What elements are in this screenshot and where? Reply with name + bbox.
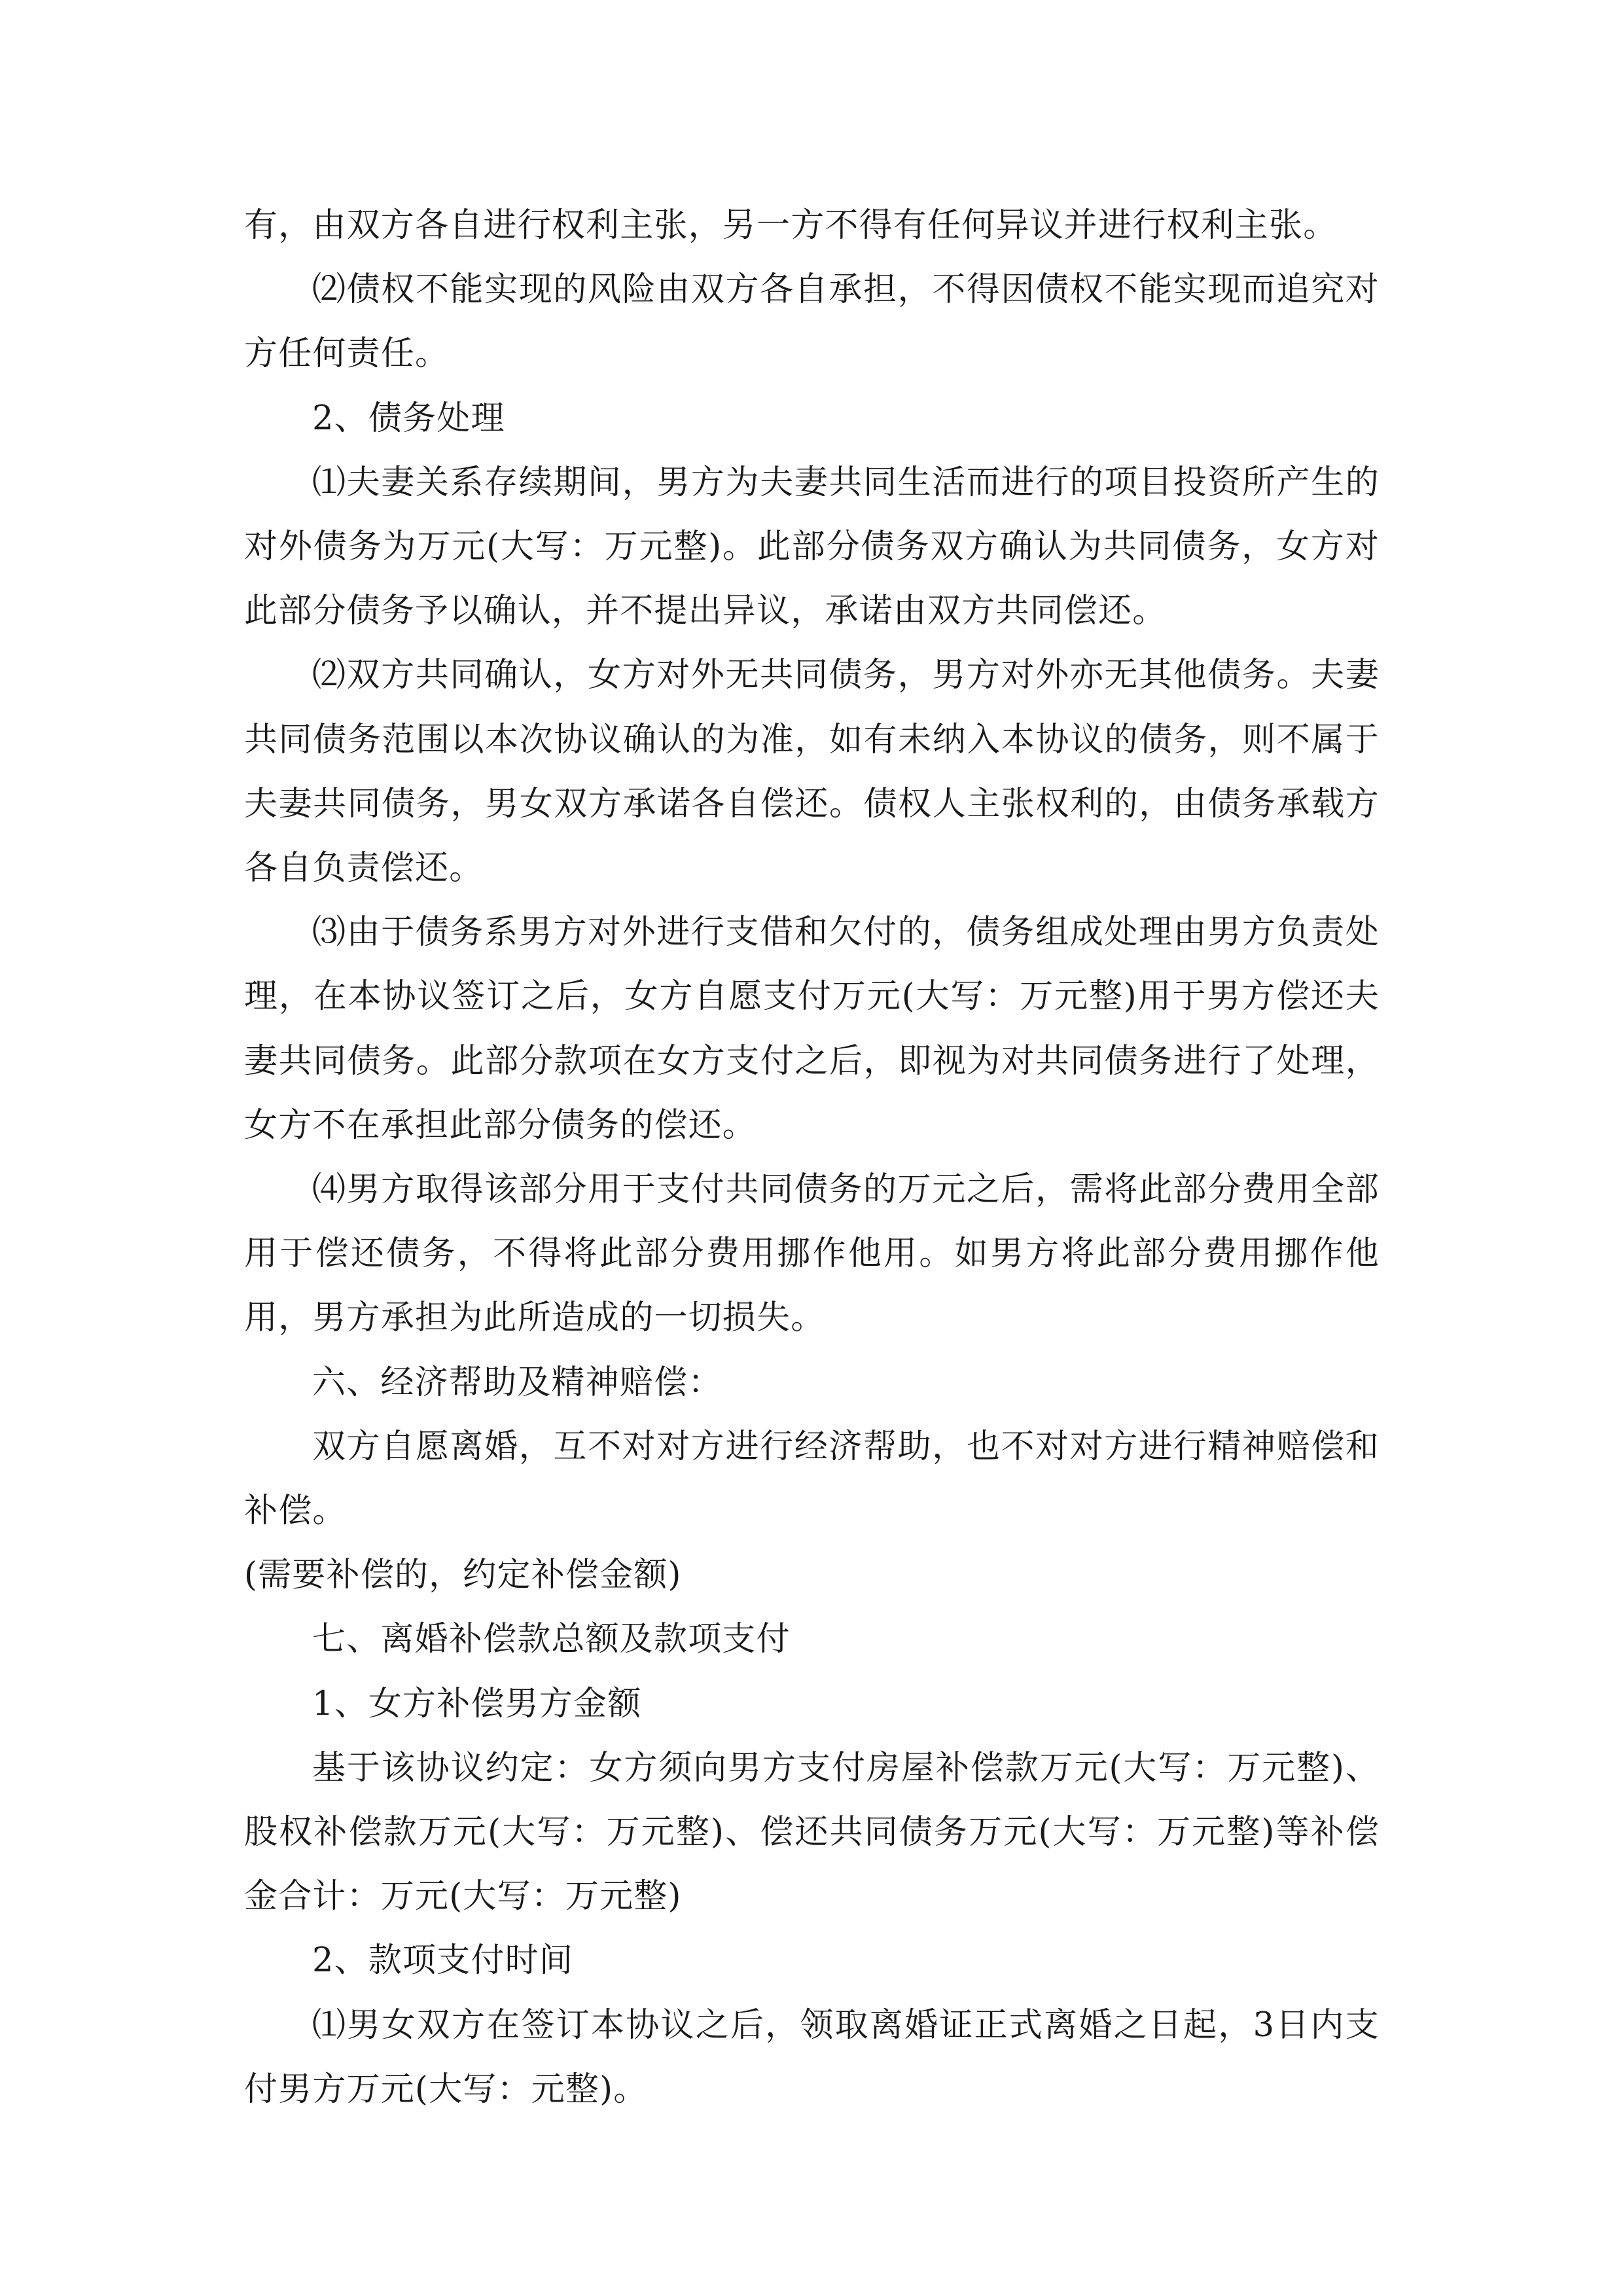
paragraph-compensation-details: 基于该协议约定：女方须向男方支付房屋补偿款万元(大写：万元整)、股权补偿款万元(大写：万元整)、偿还共同债务万元(大写：万元整)等补偿金合计：万元(大写：万元整) [244, 1748, 1380, 1916]
paragraph-debt-processing: ⑶由于债务系男方对外进行支借和欠付的，债务组成处理由男方负责处理，在本协议签订之后，女方自愿支付万元(大写：万元整)用于男方偿还夫妻共同债务。此部分款项在女方支付之后，即视为对共同债务进行了处理，女方不在承担此部分债务的偿还。 [244, 913, 1380, 1145]
paragraph-credit-risk: ⑵债权不能实现的风险由双方各自承担，不得因债权不能实现而追究对方任何责任。 [244, 270, 1380, 374]
paragraph-joint-confirmation: ⑵双方共同确认，女方对外无共同债务，男方对外亦无其他债务。夫妻共同债务范围以本次协议确认的为准，如有未纳入本协议的债务，则不属于夫妻共同债务，男女双方承诺各自偿还。债权人主张权利的，由债务承载方各自负责偿还。 [244, 656, 1380, 888]
heading-female-compensation: 1、女方补偿男方金额 [312, 1684, 642, 1723]
paragraph-external-debt: ⑴夫妻关系存续期间，男方为夫妻共同生活而进行的项目投资所产生的对外债务为万元(大写：万元整)。此部分债务双方确认为共同债务，女方对此部分债务予以确认，并不提出异议，承诺由双方共同偿还。 [244, 463, 1380, 631]
heading-compensation-total: 七、离婚补偿款总额及款项支付 [312, 1620, 791, 1659]
paragraph-payment-schedule: ⑴男女双方在签订本协议之后，领取离婚证正式离婚之日起，3日内支付男方万元(大写：元整)。 [244, 2005, 1380, 2109]
paragraph-debt-payment-use: ⑷男方取得该部分用于支付共同债务的万元之后，需将此部分费用全部用于偿还债务，不得将此部分费用挪作他用。如男方将此部分费用挪作他用，男方承担为此所造成的一切损失。 [244, 1170, 1380, 1338]
heading-debt-handling: 2、债务处理 [312, 399, 505, 438]
paragraph-compensation-note: (需要补偿的，约定补偿金额) [244, 1556, 682, 1595]
heading-payment-time: 2、款项支付时间 [312, 1941, 574, 1981]
paragraph-no-compensation: 双方自愿离婚，互不对对方进行经济帮助，也不对对方进行精神赔偿和补偿。 [244, 1427, 1380, 1531]
paragraph-claim-rights: 有，由双方各自进行权利主张，另一方不得有任何异议并进行权利主张。 [244, 206, 1338, 245]
document-body [244, 194, 1380, 2122]
heading-economic-assistance: 六、经济帮助及精神赔偿： [312, 1363, 722, 1402]
